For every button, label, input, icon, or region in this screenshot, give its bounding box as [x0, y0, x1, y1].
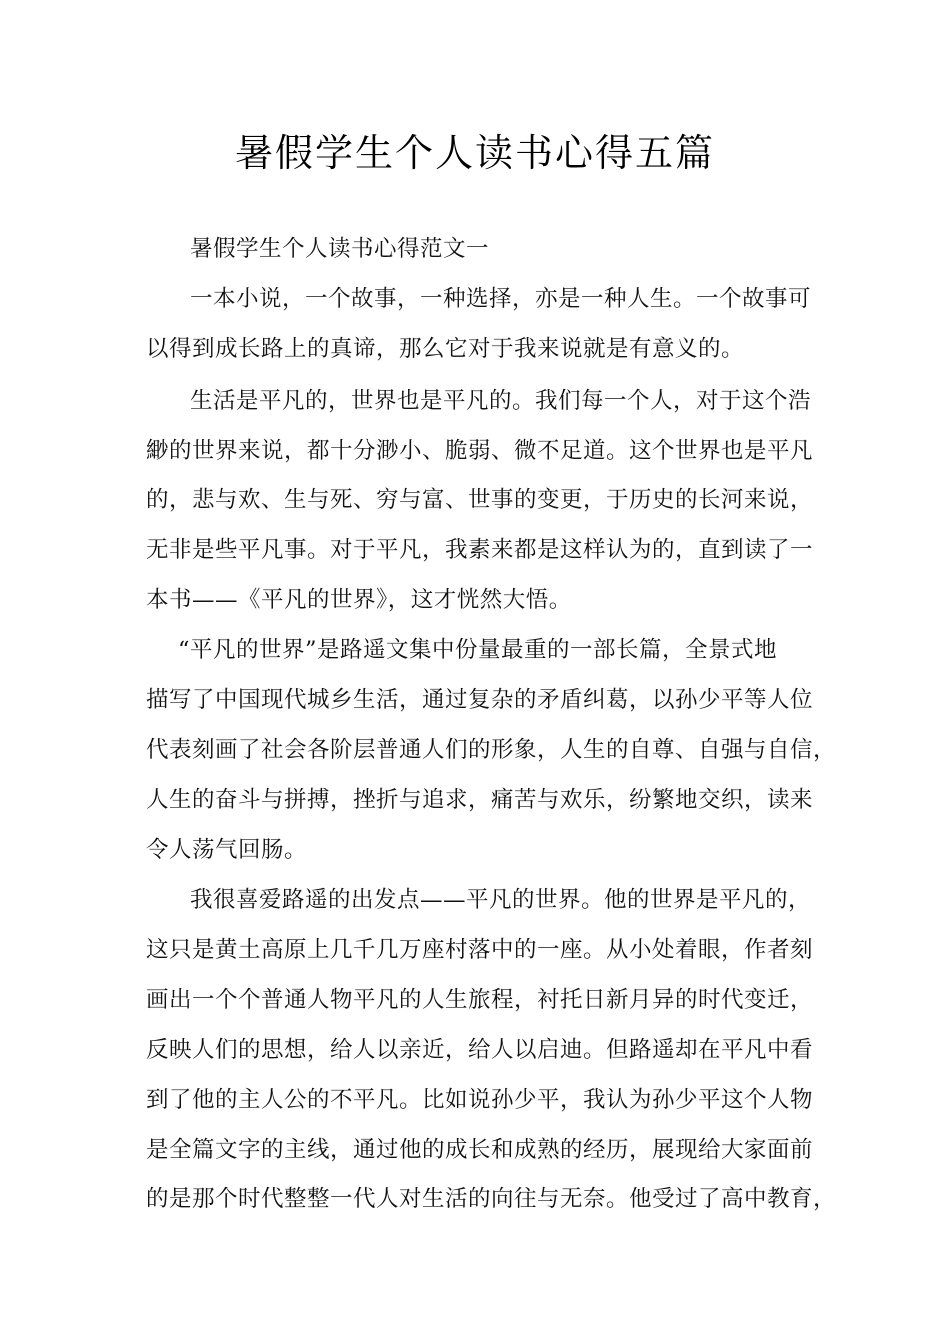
paragraph-line: 到了他的主人公的不平凡。比如说孙少平，我认为孙少平这个人物	[146, 1087, 814, 1113]
paragraph-line: 以得到成长路上的真谛，那么它对于我来说就是有意义的。	[146, 336, 745, 362]
paragraph-line: 一本小说，一个故事，一种选择，亦是一种人生。一个故事可	[190, 286, 812, 312]
section-heading: 暑假学生个人读书心得范文一	[190, 236, 490, 262]
paragraph-line: 生活是平凡的，世界也是平凡的。我们每一个人，对于这个浩	[190, 388, 812, 414]
paragraph-line: 无非是些平凡事。对于平凡，我素来都是这样认为的，直到读了一	[146, 537, 814, 563]
paragraph-line: 是全篇文字的主线，通过他的成长和成熟的经历，展现给大家面前	[146, 1137, 814, 1163]
paragraph-line: 代表刻画了社会各阶层普通人们的形象，人生的自尊、自强与自信，	[146, 737, 837, 763]
paragraph-line: “平凡的世界”是路遥文集中份量最重的一部长篇，全景式地	[178, 637, 778, 663]
paragraph-line: 人生的奋斗与拼搏，挫折与追求，痛苦与欢乐，纷繁地交织，读来	[146, 787, 814, 813]
paragraph-line: 画出一个个普通人物平凡的人生旅程，衬托日新月异的时代变迁，	[146, 987, 814, 1013]
paragraph-line: 描写了中国现代城乡生活，通过复杂的矛盾纠葛，以孙少平等人位	[146, 687, 814, 713]
document-title: 暑假学生个人读书心得五篇	[234, 131, 715, 175]
paragraph-line: 的是那个时代整整一代人对生活的向往与无奈。他受过了高中教育，	[146, 1186, 837, 1212]
paragraph-line: 我很喜爱路遥的出发点——平凡的世界。他的世界是平凡的，	[190, 887, 812, 913]
paragraph-line: 的，悲与欢、生与死、穷与富、世事的变更，于历史的长河来说，	[146, 487, 814, 513]
paragraph-line: 緲的世界来说，都十分渺小、脆弱、微不足道。这个世界也是平凡	[146, 438, 814, 464]
paragraph-line: 令人荡气回肠。	[146, 837, 308, 863]
paragraph-line: 这只是黄土高原上几千几万座村落中的一座。从小处着眼，作者刻	[146, 937, 814, 963]
paragraph-line: 反映人们的思想，给人以亲近，给人以启迪。但路遥却在平凡中看	[146, 1037, 814, 1063]
paragraph-line: 本书——《平凡的世界》，这才恍然大悟。	[146, 587, 572, 613]
